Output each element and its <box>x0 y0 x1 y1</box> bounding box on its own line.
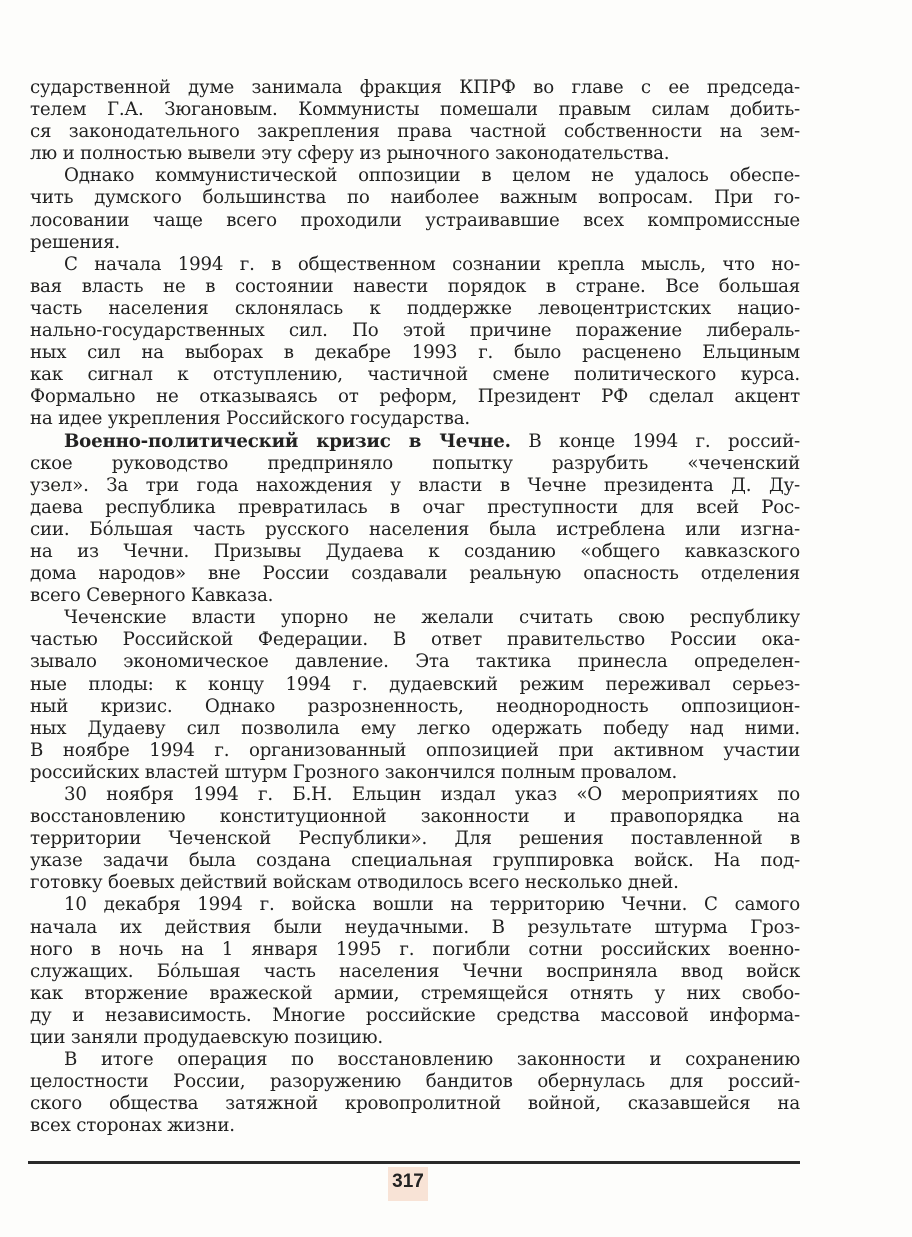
text-line <box>30 651 800 673</box>
line-text: целостности России, разоружению бандитов обернулась для россий- <box>30 1071 800 1093</box>
text-line <box>30 276 800 298</box>
line-text: сударственной думе занимала фракция КПРФ во главе с ее председа- <box>30 77 800 98</box>
line-text: 10 декабря 1994 г. войска вошли на территорию Чечни. С самого <box>64 894 800 916</box>
text-line <box>30 143 800 165</box>
text-line <box>30 1027 800 1049</box>
line-text: Формально не отказываясь от реформ, Президент РФ сделал акцент <box>30 386 800 408</box>
line-text: территории Чеченской Республики». Для решения поставленной в <box>30 828 800 850</box>
text-line <box>30 165 800 187</box>
text-line <box>30 607 800 629</box>
page-body-text <box>30 77 800 1138</box>
text-line <box>30 762 800 784</box>
line-text: ные плоды: к концу 1994 г. дудаевский режим переживал серьез- <box>30 673 800 695</box>
text-line <box>30 187 800 209</box>
line-text: зывало экономическое давление. Эта тактика принесла определен- <box>30 651 800 673</box>
line-text: ный кризис. Однако разрозненность, неоднородность оппозицион- <box>30 695 800 717</box>
text-line <box>30 386 800 408</box>
text-line <box>30 431 800 453</box>
text-line <box>30 740 800 762</box>
paragraph <box>30 254 800 431</box>
text-line <box>30 453 800 475</box>
line-text: В конце 1994 г. россий- <box>510 430 800 452</box>
text-line <box>30 828 800 850</box>
line-text: служащих. Бóльшая часть населения Чечни восприняла ввод войск <box>30 960 800 982</box>
text-line <box>30 1049 800 1071</box>
text-line <box>30 364 800 386</box>
text-line <box>30 232 800 254</box>
text-line <box>30 121 800 143</box>
text-line <box>30 585 800 607</box>
text-line <box>30 475 800 497</box>
line-text: всех сторонах жизни. <box>30 1115 235 1137</box>
line-text: сии. Бóльшая часть русского населения была истреблена или изгна- <box>30 518 800 540</box>
text-line <box>30 298 800 320</box>
line-text: ся законодательного закрепления права частной собственности на зем- <box>30 121 800 143</box>
line-text: ское руководство предприняло попытку разрубить «чеченский <box>30 452 800 474</box>
line-text: В ноябре 1994 г. организованный оппозицией при активном участии <box>30 739 800 761</box>
section-heading: Военно-политический кризис в Чечне. <box>64 430 511 452</box>
line-text: Чеченские власти упорно не желали считать свою республику <box>64 607 800 629</box>
text-line <box>30 674 800 696</box>
text-line <box>30 850 800 872</box>
line-text: ного в ночь на 1 января 1995 г. погибли сотни российских военно- <box>30 938 800 960</box>
text-line <box>30 696 800 718</box>
line-text: готовку боевых действий войскам отводилось всего несколько дней. <box>30 872 679 894</box>
text-line <box>30 939 800 961</box>
line-text: ского общества затяжной кровопролитной войной, сказавшейся на <box>30 1093 800 1115</box>
text-line <box>30 1071 800 1093</box>
paragraph <box>30 77 800 165</box>
line-text: дома народов» вне России создавали реальную опасность отделения <box>30 563 800 585</box>
line-text: российских властей штурм Грозного закончился полным провалом. <box>30 761 678 783</box>
text-line <box>30 983 800 1005</box>
paragraph <box>30 784 800 894</box>
text-line <box>30 917 800 939</box>
line-text: лосовании чаще всего проходили устраивавшие всех компромиссные <box>30 209 800 231</box>
line-text: вая власть не в состоянии навести порядок в стране. Все большая <box>30 275 800 297</box>
text-line <box>30 1115 800 1137</box>
text-line <box>30 342 800 364</box>
text-line <box>30 210 800 232</box>
line-text: ции заняли продудаевскую позицию. <box>30 1027 384 1049</box>
line-text: ных сил на выборах в декабре 1993 г. было расценено Ельциным <box>30 342 800 364</box>
text-line <box>30 519 800 541</box>
text-line <box>30 629 800 651</box>
paragraph <box>30 894 800 1049</box>
line-text: указе задачи была создана специальная группировка войск. На под- <box>30 850 800 872</box>
paragraph <box>30 607 800 784</box>
line-text: как сигнал к отступлению, частичной смене политического курса. <box>30 364 800 386</box>
text-line <box>30 320 800 342</box>
line-text: решения. <box>30 231 120 253</box>
line-text: нально-государственных сил. По этой причине поражение либераль- <box>30 320 800 342</box>
line-text: как вторжение вражеской армии, стремящейся отнять у них свобо- <box>30 982 800 1004</box>
line-text: 30 ноября 1994 г. Б.Н. Ельцин издал указ «О мероприятиях по <box>64 784 800 805</box>
text-line <box>30 872 800 894</box>
line-text: телем Г.А. Зюгановым. Коммунисты помешали правым силам добить- <box>30 99 800 121</box>
line-text: начала их действия были неудачными. В результате штурма Гроз- <box>30 916 800 938</box>
line-text: В итоге операция по восстановлению законности и сохранению <box>64 1049 800 1071</box>
line-text: С начала 1994 г. в общественном сознании крепла мысль, что но- <box>64 253 800 275</box>
line-text: даева республика превратилась в очаг преступности для всей Рос- <box>30 496 800 518</box>
paragraph <box>30 1049 800 1137</box>
text-line <box>30 784 800 806</box>
paragraph <box>30 165 800 253</box>
line-text: на из Чечни. Призывы Дудаева к созданию «общего кавказского <box>30 540 800 562</box>
text-line <box>30 541 800 563</box>
text-line <box>30 1093 800 1115</box>
paragraph <box>30 431 800 608</box>
page-number: 317 <box>388 1167 428 1201</box>
text-line <box>30 99 800 121</box>
line-text: восстановлению конституционной законности и правопорядка на <box>30 806 800 828</box>
text-line <box>30 254 800 276</box>
line-text: всего Северного Кавказа. <box>30 585 274 607</box>
text-line <box>30 77 800 99</box>
text-line <box>30 806 800 828</box>
line-text: на идее укрепления Российского государства. <box>30 408 470 430</box>
line-text: узел». За три года нахождения у власти в Чечне президента Д. Ду- <box>30 474 800 496</box>
text-line <box>30 718 800 740</box>
line-text: Однако коммунистической оппозиции в целом не удалось обеспе- <box>64 165 800 187</box>
text-line <box>30 1005 800 1027</box>
footer-divider <box>28 1161 800 1164</box>
line-text: лю и полностью вывели эту сферу из рыночного законодательства. <box>30 143 670 165</box>
line-text: часть населения склонялась к поддержке левоцентристских нацио- <box>30 297 800 319</box>
text-line <box>30 961 800 983</box>
line-text: ных Дудаеву сил позволила ему легко одержать победу над ними. <box>30 717 800 739</box>
line-text: чить думского большинства по наиболее важным вопросам. При го- <box>30 187 800 209</box>
line-text: ду и независимость. Многие российские средства массовой информа- <box>30 1004 800 1026</box>
text-line <box>30 408 800 430</box>
text-line <box>30 563 800 585</box>
text-line <box>30 894 800 916</box>
text-line <box>30 497 800 519</box>
line-text: частью Российской Федерации. В ответ правительство России ока- <box>30 629 800 651</box>
